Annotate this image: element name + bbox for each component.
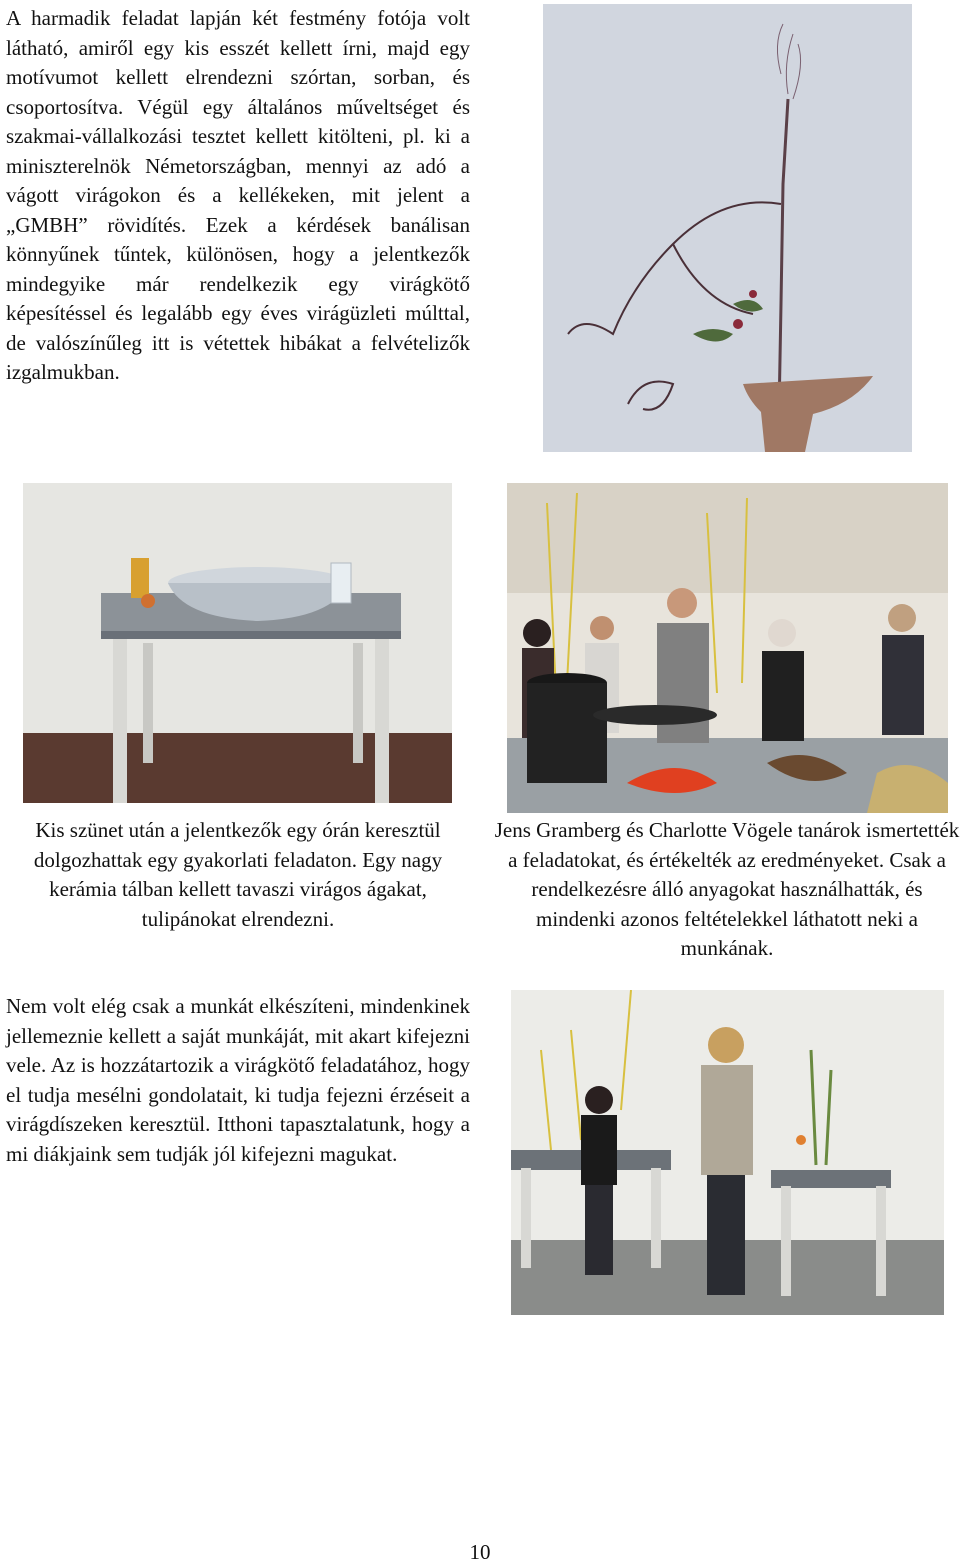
instructors-photo <box>507 483 948 813</box>
candidates-working-photo <box>511 990 944 1315</box>
arrangement-photo <box>543 4 912 452</box>
caption-right: Jens Gramberg és Charlotte Vögele tanárok ismertették a feladatokat, és értékelték az eredményeket. Csak a rendelkezésre álló anyagokat használhatták, és mindenki azonos feltételekkel láthatott neki a munkának. <box>494 818 960 960</box>
page-number: 10 <box>469 1540 491 1564</box>
intro-paragraph: A harmadik feladat lapján két festmény fotója volt látható, amiről egy kis esszét kellett írni, majd egy motívumot kellett elrendezni szórtan, sorban, és csoportosítva. Végül egy általános műveltséget és szakmai-vállalkozási tesztet kellett kitölteni, pl. ki a miniszterelnök Németországban, mennyi az adó a vágott virágokon és a kellékeken, mit jelent a „GMBH” rövidítés. Ezek a kérdések banálisan könnyűnek tűntek, különösen, hogy a jelentkezők mindegyike már rendelkezik egy virágkötő képesítéssel és legalább egy éves virágüzleti múlttal, de valószínűleg itt is vétettek hibákat a felvételizők izgalmukban. <box>6 6 470 384</box>
table-bowl-photo <box>23 483 452 803</box>
caption-left: Kis szünet után a jelentkezők egy órán keresztül dolgozhattak egy gyakorlati feladaton. Egy nagy kerámia tálban kellett tavaszi virágos ágakat, tulipánokat elrendezni. <box>33 818 443 931</box>
closing-paragraph: Nem volt elég csak a munkát elkészíteni, mindenkinek jellemeznie kellett a saját munkáját, mit akart kifejezni vele. Az is hozzátartozik a virágkötő feladatához, hogy el tudja mesélni gondolatait, ki tudja fejezni érzéseit a virágdíszeken keresztül. Itthoni tapasztalatunk, hogy a mi diákjaink sem tudják jól kifejezni magukat. <box>6 994 470 1166</box>
